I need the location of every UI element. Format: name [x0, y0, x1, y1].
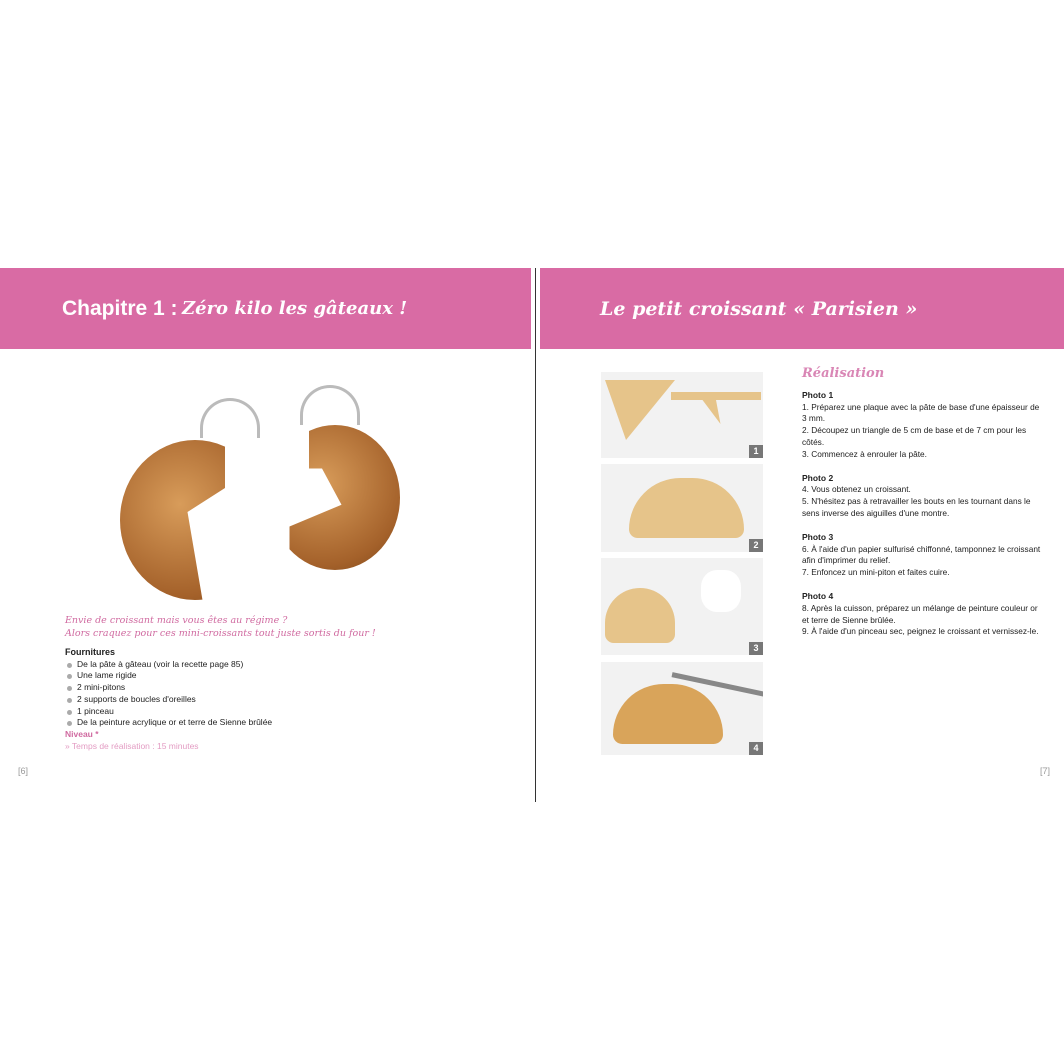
- supply-item: Une lame rigide: [65, 670, 272, 682]
- supply-item: 1 pinceau: [65, 706, 272, 718]
- page-number-right: [7]: [1039, 766, 1050, 776]
- step-line: 7. Enfoncez un mini-piton et faites cuire.: [802, 567, 950, 578]
- step-photo-2: [601, 464, 763, 552]
- supply-item: 2 supports de boucles d'oreilles: [65, 694, 272, 706]
- recipe-title: Le petit croissant « Parisien »: [600, 297, 918, 320]
- intro-line: Alors craquez pour ces mini-croissants tout juste sortis du four !: [65, 628, 376, 639]
- chapter-banner: [0, 268, 531, 349]
- recipe-banner: [540, 268, 1064, 349]
- step-line: 9. À l'aide d'un pinceau sec, peignez le croissant et vernissez-le.: [802, 626, 1039, 637]
- supply-item: 2 mini-pitons: [65, 682, 272, 694]
- chapter-label: Chapitre 1 :: [62, 296, 178, 320]
- step-title: Photo 1: [802, 389, 834, 400]
- step-title: Photo 3: [802, 531, 834, 542]
- level: Niveau *: [65, 728, 99, 739]
- step-photo-4: [601, 662, 763, 755]
- step-photo-1: [601, 372, 763, 458]
- intro-text: [65, 614, 376, 640]
- step-title: Photo 2: [802, 472, 834, 483]
- step-line: 8. Après la cuisson, préparez un mélange de peinture couleur or et terre de Sienne brûlée.: [802, 602, 1038, 625]
- step-title: Photo 4: [802, 590, 834, 601]
- step-line: 2. Découpez un triangle de 5 cm de base et de 7 cm pour les côtés.: [802, 425, 1027, 447]
- supply-item: De la pâte à gâteau (voir la recette page 85): [65, 659, 272, 671]
- instructions: [802, 368, 1042, 650]
- instructions-heading: Réalisation: [802, 366, 885, 381]
- step-block: [802, 473, 1042, 520]
- page-number-left: [6]: [18, 766, 29, 776]
- photo-number: 1: [749, 445, 763, 458]
- step-line: 4. Vous obtenez un croissant.: [802, 484, 911, 495]
- photo-number: 2: [749, 539, 763, 552]
- supplies-list: [65, 647, 272, 752]
- step-block: [802, 532, 1042, 579]
- step-line: 1. Préparez une plaque avec la pâte de base d'une épaisseur de 3 mm.: [802, 401, 1040, 424]
- time: » Temps de réalisation : 15 minutes: [65, 740, 199, 751]
- photo-number: 3: [749, 642, 763, 655]
- step-block: [802, 591, 1042, 638]
- step-photo-3: [601, 558, 763, 655]
- step-line: 3. Commencez à enrouler la pâte.: [802, 448, 927, 459]
- photo-number: 4: [749, 742, 763, 755]
- step-block: [802, 390, 1042, 461]
- supply-item: De la peinture acrylique or et terre de Sienne brûlée: [65, 717, 272, 729]
- page-gutter: [535, 268, 536, 802]
- supplies-heading: Fournitures: [65, 647, 116, 657]
- chapter-title: Zéro kilo les gâteaux !: [181, 298, 408, 319]
- intro-line: Envie de croissant mais vous êtes au régime ?: [65, 615, 288, 626]
- step-line: 5. N'hésitez pas à retravailler les bouts en les tournant dans le sens inverse des aiguilles d'une montre.: [802, 496, 1031, 518]
- step-line: 6. À l'aide d'un papier sulfurisé chiffonné, tamponnez le croissant afin d'imprimer du relief.: [802, 543, 1041, 566]
